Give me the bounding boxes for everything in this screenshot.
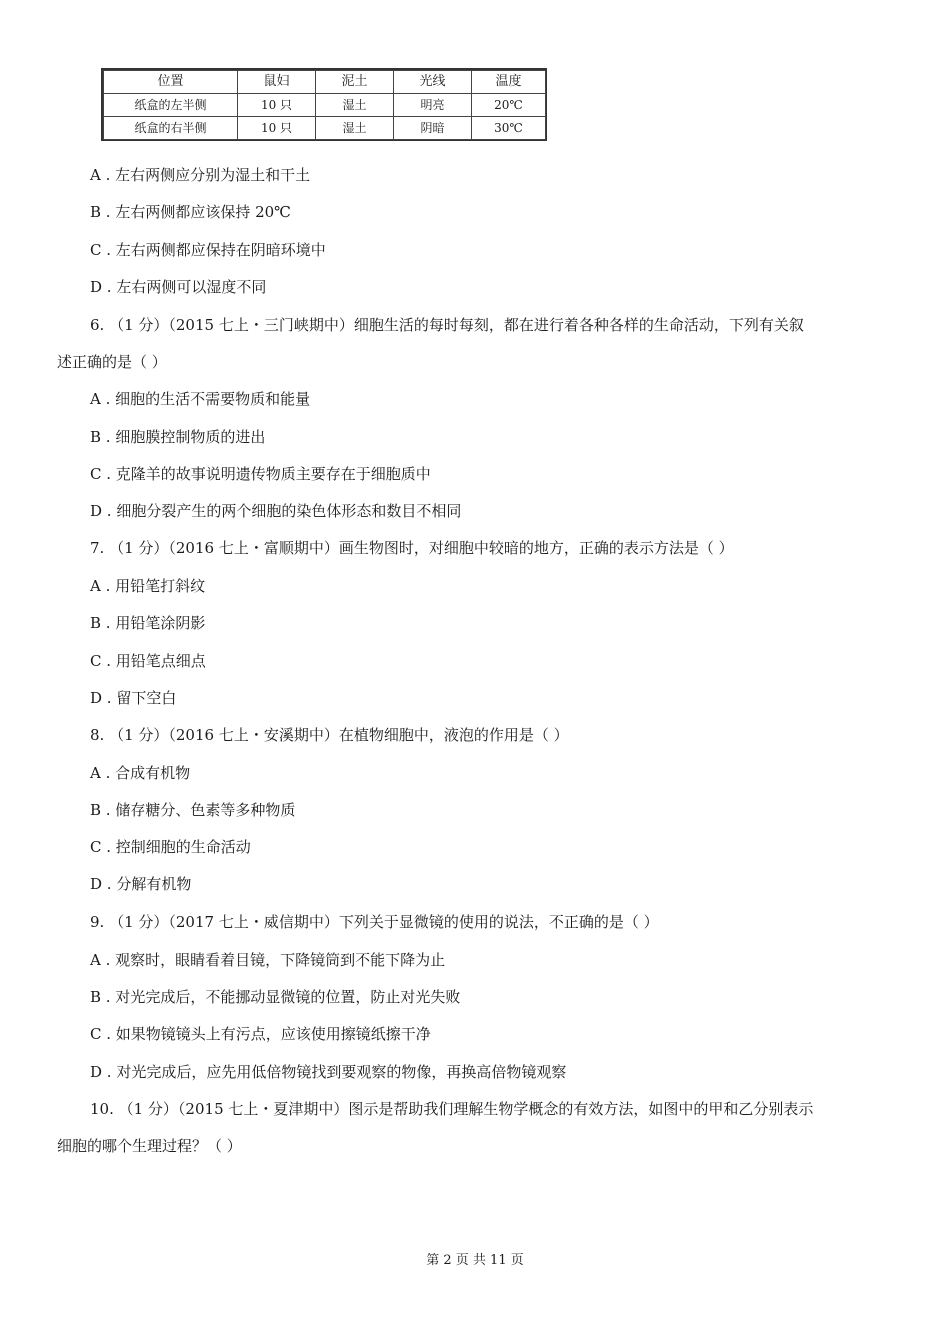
table-cell: 30℃ bbox=[472, 117, 546, 140]
q6-option-c: C . 克隆羊的故事说明遗传物质主要存在于细胞质中 bbox=[90, 465, 431, 483]
q6-option-a: A . 细胞的生活不需要物质和能量 bbox=[90, 390, 311, 408]
table-cell: 10 只 bbox=[238, 117, 316, 140]
table-header-cell: 泥土 bbox=[316, 71, 394, 94]
q10-stem: 10. （1 分）（2015 七上・夏津期中）图示是帮助我们理解生物学概念的有效方法，如图中的甲和乙分别表示 bbox=[90, 1100, 814, 1118]
q9-option-a: A . 观察时，眼睛看着目镜，下降镜筒到不能下降为止 bbox=[90, 951, 446, 969]
q5-option-c: C . 左右两侧都应保持在阴暗环境中 bbox=[90, 241, 326, 259]
table-header-cell: 温度 bbox=[472, 71, 546, 94]
q8-stem: 8. （1 分）（2016 七上・安溪期中）在植物细胞中，液泡的作用是（ ） bbox=[90, 726, 569, 744]
q7-option-b: B . 用铅笔涂阴影 bbox=[90, 614, 206, 632]
q9-option-c: C . 如果物镜镜头上有污点，应该使用擦镜纸擦干净 bbox=[90, 1025, 431, 1043]
table-header-cell: 鼠妇 bbox=[238, 71, 316, 94]
q8-option-b: B . 储存糖分、色素等多种物质 bbox=[90, 801, 296, 819]
q6-option-d: D . 细胞分裂产生的两个细胞的染色体形态和数目不相同 bbox=[90, 502, 462, 520]
q7-option-d: D . 留下空白 bbox=[90, 689, 177, 707]
table-cell: 纸盒的左半侧 bbox=[104, 94, 238, 117]
q10-stem-continued: 细胞的哪个生理过程？（ ） bbox=[57, 1137, 242, 1155]
q9-option-d: D . 对光完成后，应先用低倍物镜找到要观察的物像，再换高倍物镜观察 bbox=[90, 1063, 567, 1081]
table-header-row bbox=[104, 71, 546, 94]
q8-option-a: A . 合成有机物 bbox=[90, 764, 191, 782]
q8-option-d: D . 分解有机物 bbox=[90, 875, 192, 893]
table-cell: 阴暗 bbox=[394, 117, 472, 140]
q8-option-c: C . 控制细胞的生命活动 bbox=[90, 838, 251, 856]
data-table bbox=[103, 70, 546, 140]
page-footer: 第 2 页 共 11 页 bbox=[426, 1253, 524, 1268]
table-cell: 10 只 bbox=[238, 94, 316, 117]
table-cell: 明亮 bbox=[394, 94, 472, 117]
q9-option-b: B . 对光完成后，不能挪动显微镜的位置，防止对光失败 bbox=[90, 988, 461, 1006]
q6-stem: 6. （1 分）（2015 七上・三门峡期中）细胞生活的每时每刻，都在进行着各种各样的生命活动，下列有关叙 bbox=[90, 316, 804, 334]
q6-option-b: B . 细胞膜控制物质的进出 bbox=[90, 428, 266, 446]
table-cell: 纸盒的右半侧 bbox=[104, 117, 238, 140]
q5-option-a: A . 左右两侧应分别为湿土和干土 bbox=[90, 166, 311, 184]
q5-option-d: D . 左右两侧可以湿度不同 bbox=[90, 278, 267, 296]
table-header-cell: 光线 bbox=[394, 71, 472, 94]
table-row bbox=[104, 117, 546, 140]
table-header-cell: 位置 bbox=[104, 71, 238, 94]
table-cell: 20℃ bbox=[472, 94, 546, 117]
table-cell: 湿土 bbox=[316, 94, 394, 117]
table-row bbox=[104, 94, 546, 117]
experiment-table bbox=[101, 68, 547, 141]
q7-stem: 7. （1 分）（2016 七上・富顺期中）画生物图时，对细胞中较暗的地方，正确的表示方法是（ ） bbox=[90, 539, 734, 557]
q9-stem: 9. （1 分）（2017 七上・威信期中）下列关于显微镜的使用的说法，不正确的是（ ） bbox=[90, 913, 659, 931]
q7-option-a: A . 用铅笔打斜纹 bbox=[90, 577, 206, 595]
q7-option-c: C . 用铅笔点细点 bbox=[90, 652, 206, 670]
q5-option-b: B . 左右两侧都应该保持 20℃ bbox=[90, 203, 291, 221]
q6-stem-continued: 述正确的是（ ） bbox=[57, 353, 167, 371]
table-cell: 湿土 bbox=[316, 117, 394, 140]
